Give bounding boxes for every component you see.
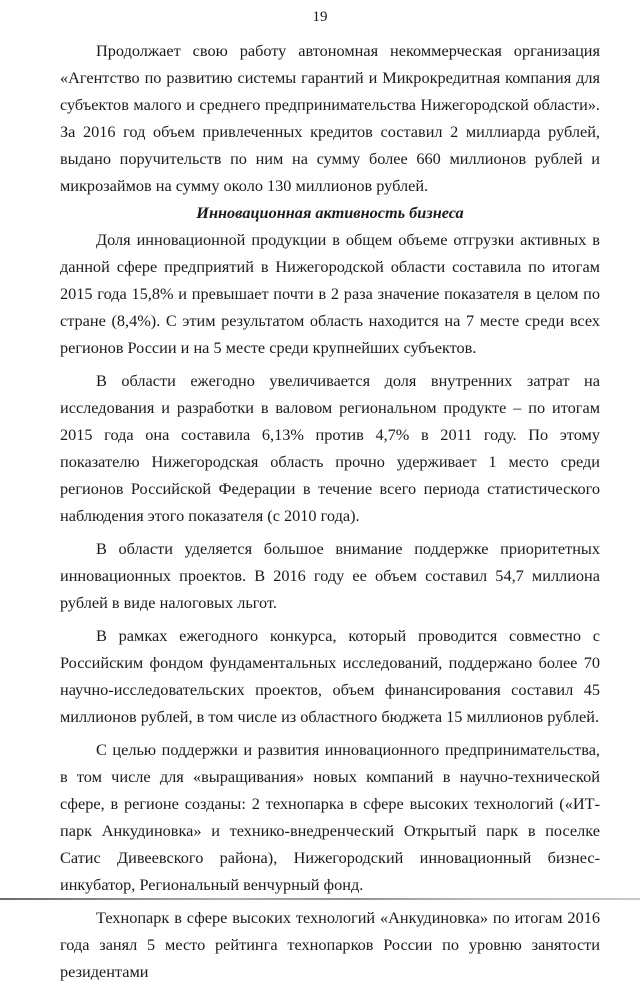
paragraph-microcredit-agency: Продолжает свою работу автономная некоммерческая организация «Агентство по развитию системы гарантий и Микрокредитная компания для субъектов малого и среднего предпринимательства Нижегородской области». За 2016 год объем привлеченных кредитов составил 2 миллиарда рублей, выдано поручительств по ним на сумму более 660 миллионов рублей и микрозаймов на сумму около 130 миллионов рублей. — [60, 41, 600, 195]
paragraph-ankudinovka-technopark: Технопарк в сфере высоких технологий «Анкудиновка» по итогам 2016 года занял 5 место рейтинга технопарков России по уровню занятости резидентами — [60, 908, 600, 981]
scan-bottom-edge — [0, 898, 640, 900]
page-number: 19 — [312, 9, 328, 25]
paragraph-research-expenditure: В области ежегодно увеличивается доля внутренних затрат на исследования и разработки в валовом региональном продукте – по итогам 2015 года она составила 6,13% против 4,7% в 2011 году. По этому показателю Нижегородская область прочно удерживает 1 место среди регионов Российской Федерации в течение всего периода статистического наблюдения этого показателя (с 2010 года). — [60, 371, 600, 525]
paragraph-innovative-products-share: Доля инновационной продукции в общем объеме отгрузки активных в данной сфере предприятий в Нижегородской области составила по итогам 2015 года 15,8% и превышает почти в 2 раза значение показателя в целом по стране (8,4%). С этим результатом область находится на 7 месте среди всех регионов России и на 5 месте среди крупнейших субъектов. — [60, 230, 600, 357]
paragraph-innovation-infrastructure: С целью поддержки и развития инновационного предпринимательства, в том числе для «выращивания» новых компаний в научно-технической сфере, в регионе созданы: 2 технопарка в сфере высоких технологий («ИТ-парк Анкудиновка» и технико-внедренческий Открытый парк в поселке Сатис Дивеевского района), Нижегородский инновационный бизнес-инкубатор, Региональный венчурный фонд. — [60, 740, 600, 894]
section-heading-innovation: Инновационная активность бизнеса — [196, 203, 464, 222]
document-body — [60, 37, 600, 985]
paragraph-annual-contest: В рамках ежегодного конкурса, который проводится совместно с Российским фондом фундаментальных исследований, поддержано более 70 научно-исследовательских проектов, объем финансирования составил 45 миллионов рублей, в том числе из областного бюджета 15 миллионов рублей. — [60, 626, 600, 726]
paragraph-priority-projects: В области уделяется большое внимание поддержке приоритетных инновационных проектов. В 2016 году ее объем составил 54,7 миллиона рублей в виде налоговых льгот. — [60, 539, 600, 612]
